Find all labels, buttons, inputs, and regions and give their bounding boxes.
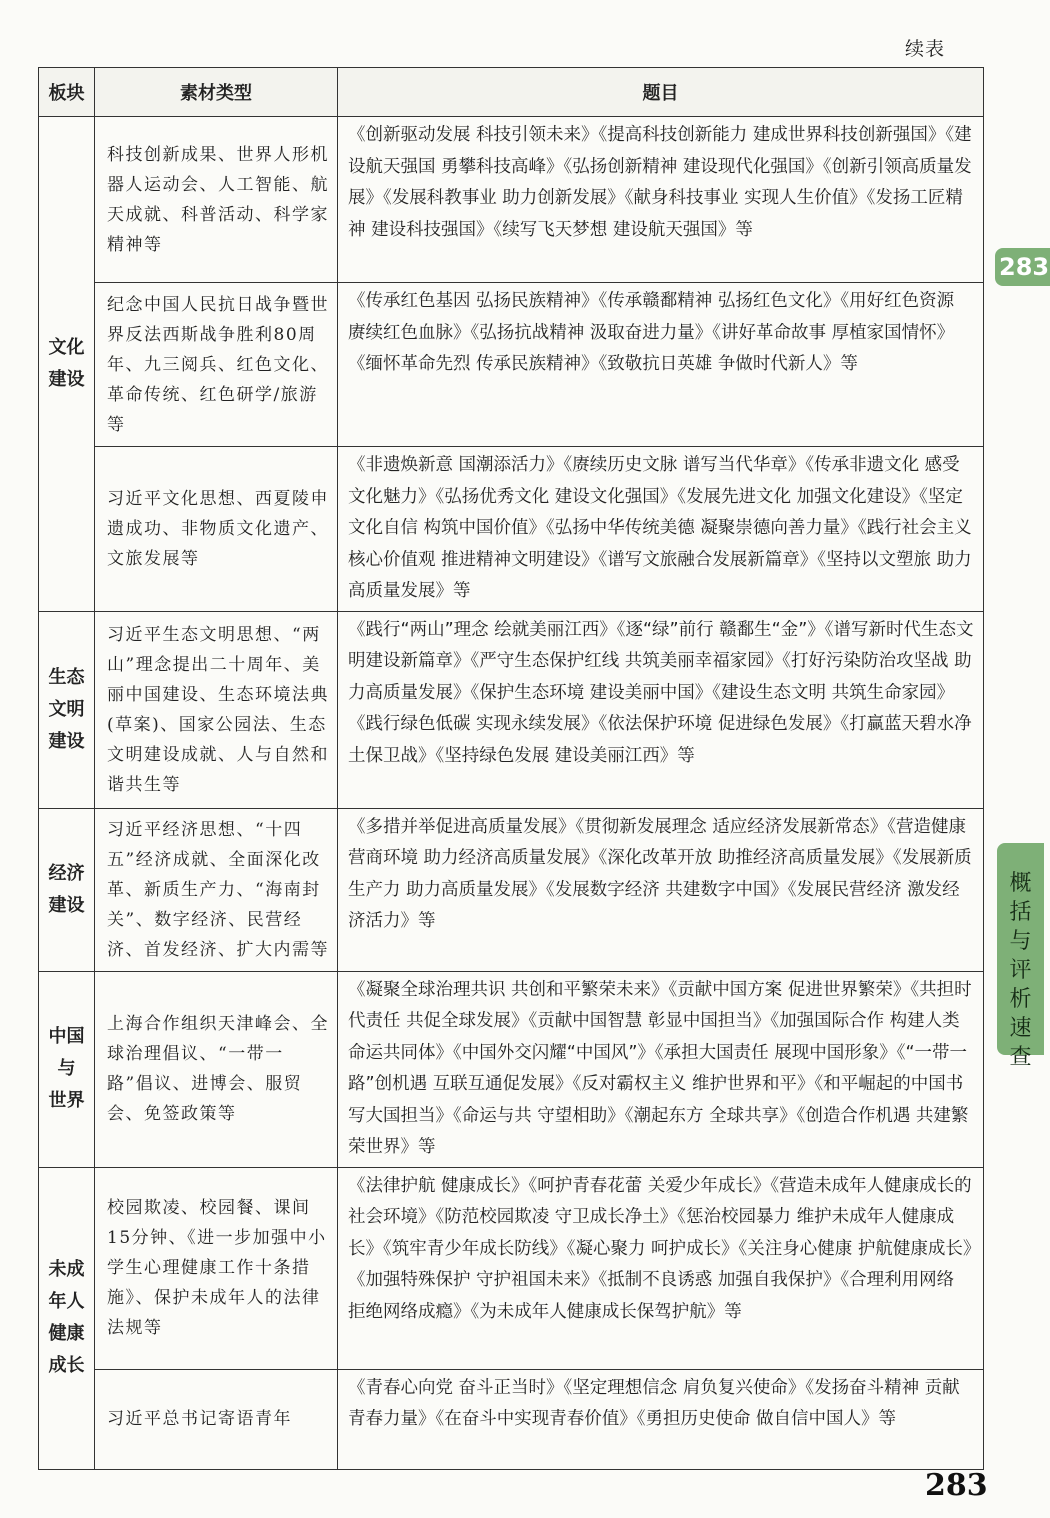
block-ecology: 生态 文明 建设 [39,611,95,808]
table-row [39,611,984,808]
topic-cell: 《传承红色基因 弘扬民族精神》《传承赣鄱精神 弘扬红色文化》《用好红色资源 赓续红色血脉》《弘扬抗战精神 汲取奋进力量》《讲好革命故事 厚植家国情怀》《缅怀革命先烈 传承民族精神》《致敬抗日英雄 争做时代新人》等 [338,283,984,447]
material-type-cell: 科技创新成果、世界人形机器人运动会、人工智能、航天成就、科普活动、科学家精神等 [95,117,338,283]
table-row [39,283,984,447]
material-type-cell: 习近平总书记寄语青年 [95,1369,338,1469]
topic-cell: 《多措并举促进高质量发展》《贯彻新发展理念 适应经济发展新常态》《营造健康营商环境 助力经济高质量发展》《深化改革开放 助推经济高质量发展》《发展新质生产力 助力高质量发展》《发展数字经济 共建数字中国》《发展民营经济 激发经济活力》等 [338,808,984,971]
topic-cell: 《创新驱动发展 科技引领未来》《提高科技创新能力 建成世界科技创新强国》《建设航天强国 勇攀科技高峰》《弘扬创新精神 建设现代化强国》《创新引领高质量发展》《发展科教事业 助力创新发展》《献身科技事业 实现人生价值》《发扬工匠精神 建设科技强国》《续写飞天梦想 建设航天强国》等 [338,117,984,283]
header-material-type: 素材类型 [95,68,338,117]
block-minors: 未成 年人 健康 成长 [39,1167,95,1469]
side-section-tab: 概 括 与 评 析 速 查 [997,843,1044,1055]
header-topic: 题目 [338,68,984,117]
table-row [39,971,984,1167]
material-type-cell: 上海合作组织天津峰会、全球治理倡议、“一带一路”倡议、进博会、服贸会、免签政策等 [95,971,338,1167]
material-type-cell: 校园欺凌、校园餐、课间15分钟、《进一步加强中小学生心理健康工作十条措施》、保护未成年人的法律法规等 [95,1167,338,1369]
topic-cell: 《青春心向党 奋斗正当时》《坚定理想信念 肩负复兴使命》《发扬奋斗精神 贡献青春力量》《在奋斗中实现青春价值》《勇担历史使命 做自信中国人》等 [338,1369,984,1469]
table-row [39,447,984,612]
material-type-cell: 习近平文化思想、西夏陵申遗成功、非物质文化遗产、文旅发展等 [95,447,338,612]
table-row [39,117,984,283]
table-row [39,1167,984,1369]
header-block: 板块 [39,68,95,117]
continued-table-label: 续表 [905,38,946,60]
topic-cell: 《法律护航 健康成长》《呵护青春花蕾 关爱少年成长》《营造未成年人健康成长的社会环境》《防范校园欺凌 守卫成长净土》《惩治校园暴力 维护未成年人健康成长》《筑牢青少年成长防线》《凝心聚力 呵护成长》《关注身心健康 护航健康成长》《加强特殊保护 守护祖国未来》《抵制不良诱惑 加强自我保护》《合理利用网络 拒绝网络成瘾》《为未成年人健康成长保驾护航》等 [338,1167,984,1369]
side-page-tab: 283 [995,248,1050,286]
block-china-world: 中国 与 世界 [39,971,95,1167]
material-type-cell: 纪念中国人民抗日战争暨世界反法西斯战争胜利80周年、九三阅兵、红色文化、革命传统、红色研学/旅游等 [95,283,338,447]
material-type-cell: 习近平经济思想、“十四五”经济成就、全面深化改革、新质生产力、“海南封关”、数字经济、民营经济、首发经济、扩大内需等 [95,808,338,971]
topic-cell: 《凝聚全球治理共识 共创和平繁荣未来》《贡献中国方案 促进世界繁荣》《共担时代责任 共促全球发展》《贡献中国智慧 彰显中国担当》《加强国际合作 构建人类命运共同体》《中国外交闪耀“中国风”》《承担大国责任 展现中国形象》《“一带一路”创机遇 互联互通促发展》《反对霸权主义 维护世界和平》《和平崛起的中国书写大国担当》《命运与共 守望相助》《潮起东方 全球共享》《创造合作机遇 共建繁荣世界》等 [338,971,984,1167]
table-header-row [39,68,984,117]
topic-material-table [38,67,984,1470]
topic-cell: 《践行“两山”理念 绘就美丽江西》《逐“绿”前行 赣鄱生“金”》《谱写新时代生态文明建设新篇章》《严守生态保护红线 共筑美丽幸福家园》《打好污染防治攻坚战 助力高质量发展》《保护生态环境 建设美丽中国》《建设生态文明 共筑生命家园》《践行绿色低碳 实现永续发展》《依法保护环境 促进绿色发展》《打赢蓝天碧水净土保卫战》《坚持绿色发展 建设美丽江西》等 [338,611,984,808]
table-row [39,1369,984,1469]
table-row [39,808,984,971]
topic-cell: 《非遗焕新意 国潮添活力》《赓续历史文脉 谱写当代华章》《传承非遗文化 感受文化魅力》《弘扬优秀文化 建设文化强国》《发展先进文化 加强文化建设》《坚定文化自信 构筑中国价值》《弘扬中华传统美德 凝聚崇德向善力量》《践行社会主义核心价值观 推进精神文明建设》《谱写文旅融合发展新篇章》《坚持以文塑旅 助力高质量发展》等 [338,447,984,612]
page-number: 283 [925,1468,988,1503]
block-culture: 文化 建设 [39,117,95,612]
material-type-cell: 习近平生态文明思想、“两山”理念提出二十周年、美丽中国建设、生态环境法典(草案)、国家公园法、生态文明建设成就、人与自然和谐共生等 [95,611,338,808]
block-economy: 经济 建设 [39,808,95,971]
